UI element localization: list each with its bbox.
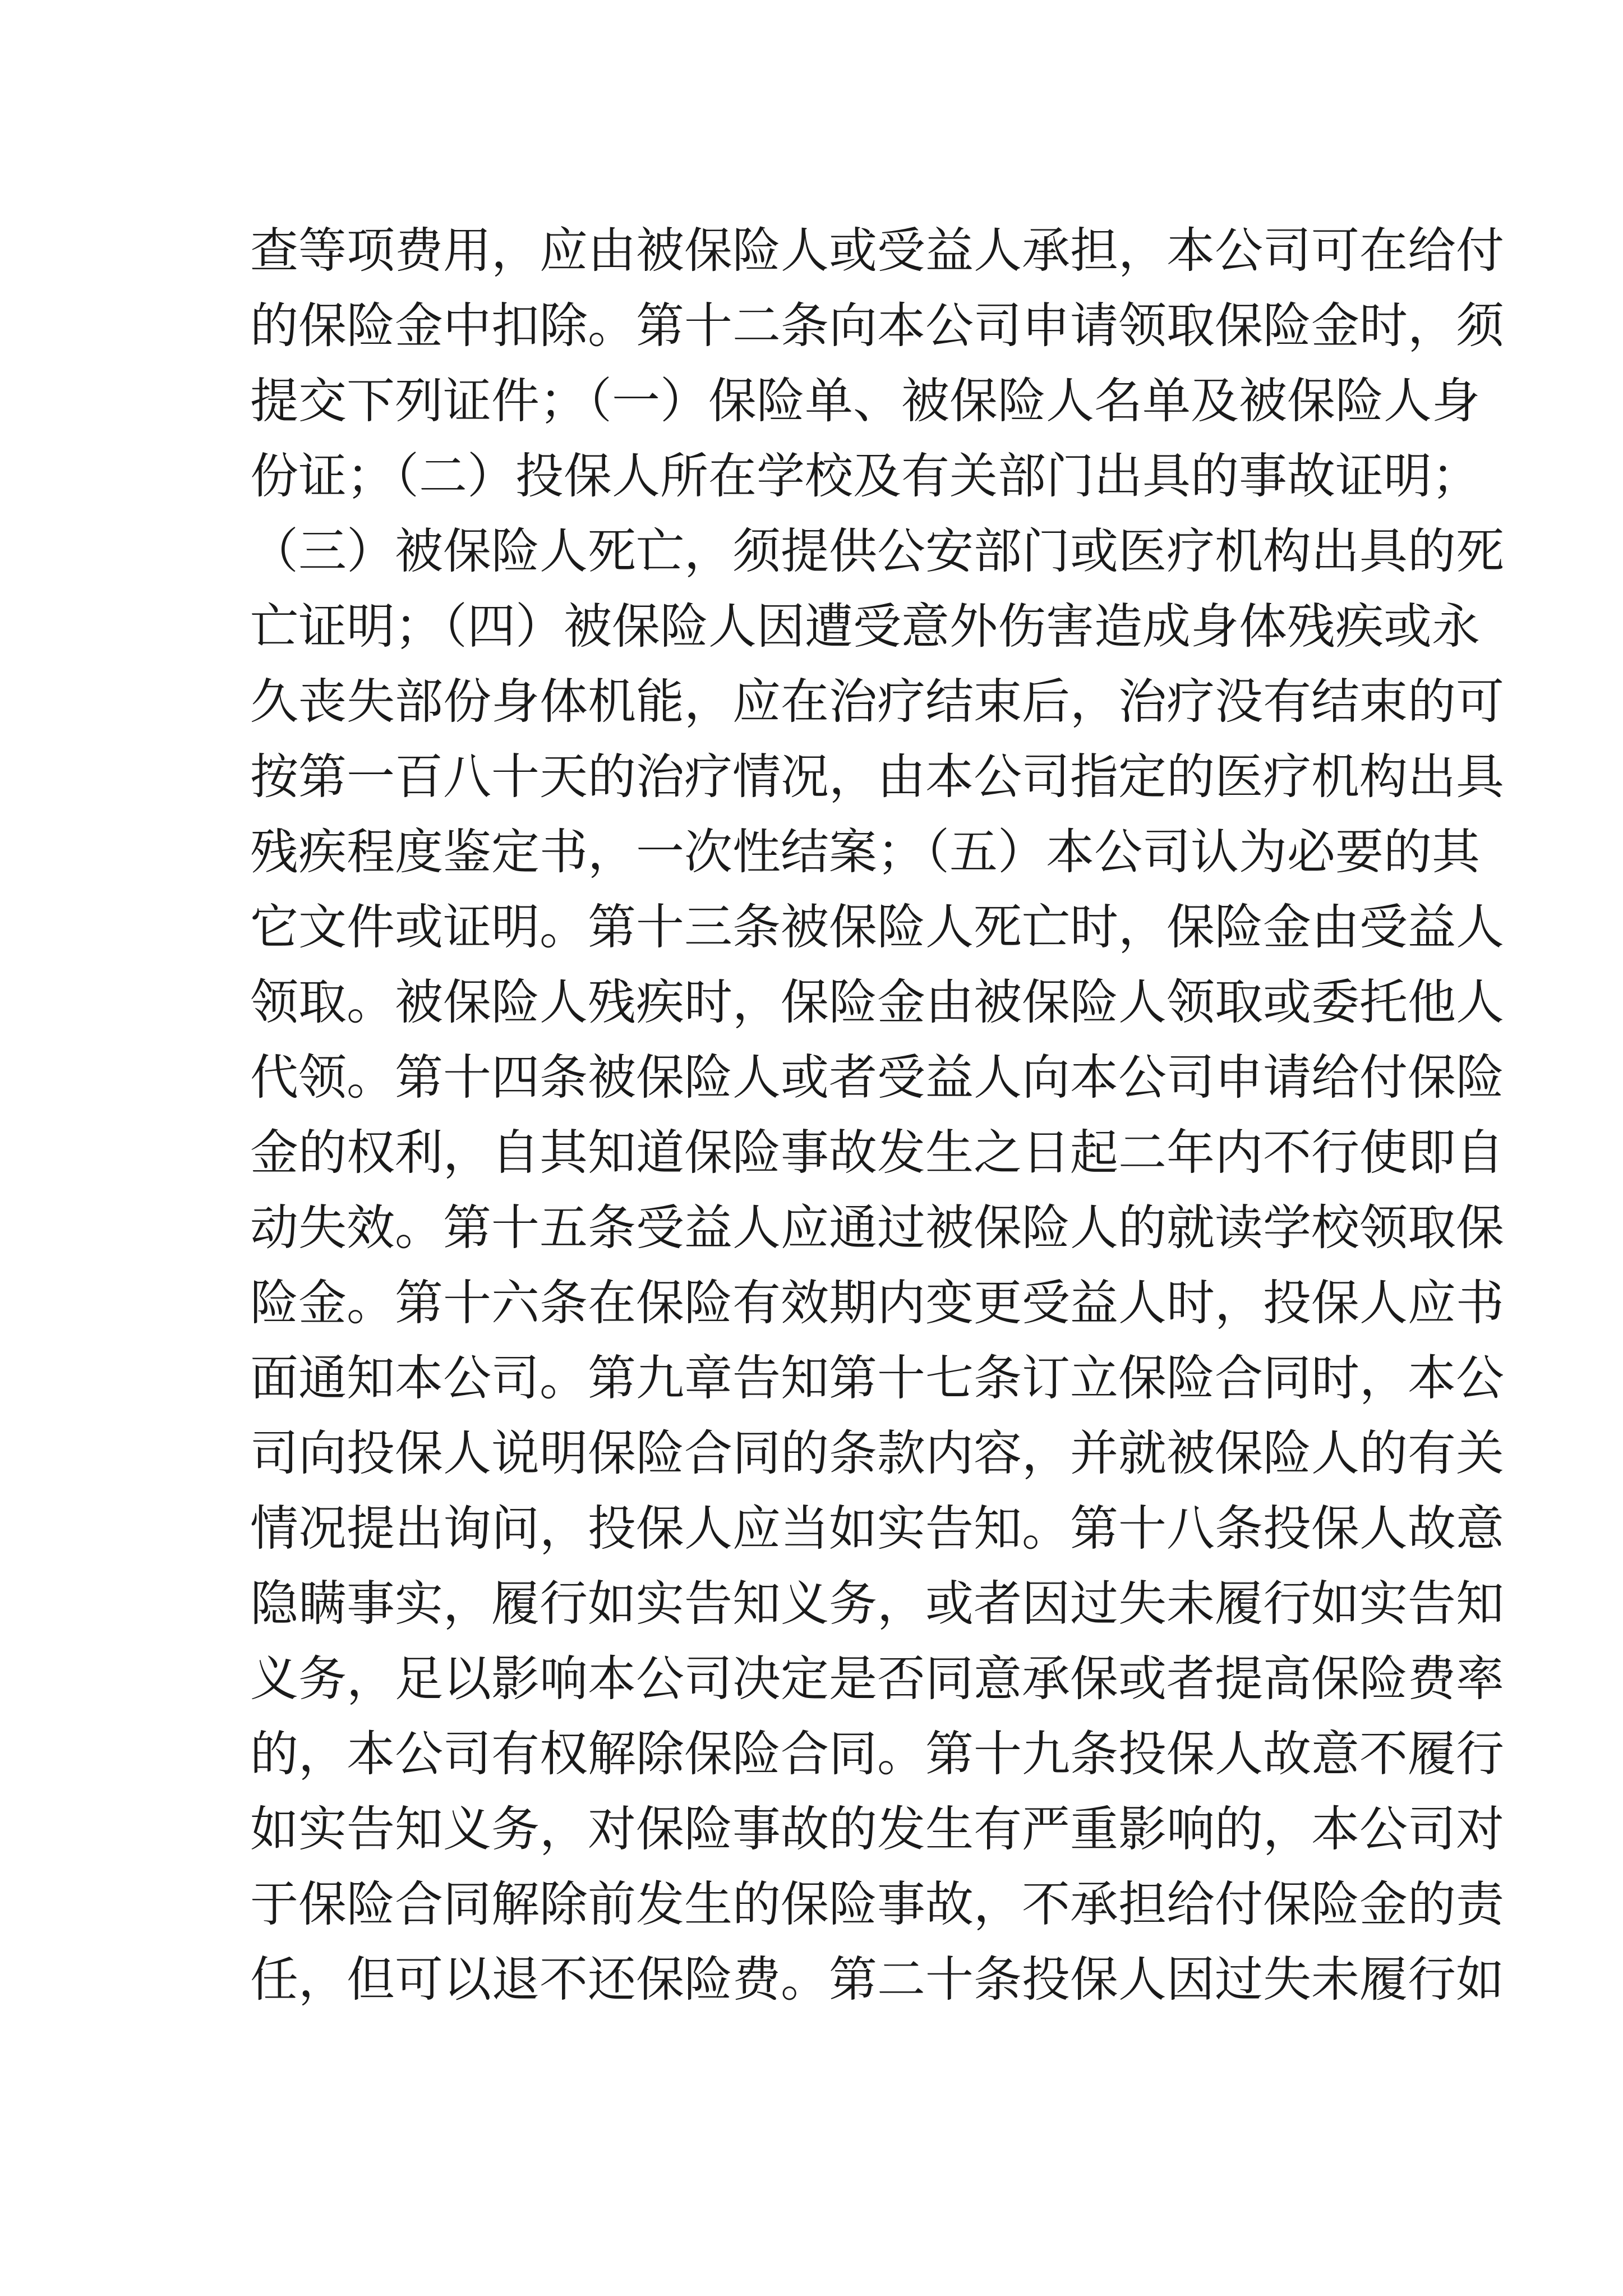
text-line: 领取。被保险人残疾时，保险金由被保险人领取或委托他人: [250, 974, 1504, 1030]
text-line: 亡证明；（四）被保险人因遭受意外伤害造成身体残疾或永: [250, 599, 1480, 655]
text-line: 情况提出询问，投保人应当如实告知。第十八条投保人故意: [250, 1501, 1504, 1557]
text-line: 面通知本公司。第九章告知第十七条订立保险合同时，本公: [250, 1350, 1504, 1406]
text-line: 险金。第十六条在保险有效期内变更受益人时，投保人应书: [250, 1275, 1504, 1331]
text-line: 任，但可以退不还保险费。第二十条投保人因过失未履行如: [250, 1952, 1504, 2008]
text-line: 份证；（二）投保人所在学校及有关部门出具的事故证明；: [250, 448, 1480, 504]
text-line: 于保险合同解除前发生的保险事故，不承担给付保险金的责: [250, 1876, 1504, 1932]
body-text: [250, 213, 1504, 2017]
text-line: 提交下列证件；（一）保险单、被保险人名单及被保险人身: [250, 373, 1480, 429]
text-line: 久丧失部份身体机能，应在治疗结束后，治疗没有结束的可: [250, 674, 1504, 730]
text-line: （三）被保险人死亡，须提供公安部门或医疗机构出具的死: [250, 523, 1504, 579]
text-line: 的保险金中扣除。第十二条向本公司申请领取保险金时，须: [250, 298, 1504, 354]
text-line: 司向投保人说明保险合同的条款内容，并就被保险人的有关: [250, 1425, 1504, 1481]
text-line: 义务，足以影响本公司决定是否同意承保或者提高保险费率: [250, 1651, 1504, 1707]
text-line: 动失效。第十五条受益人应通过被保险人的就读学校领取保: [250, 1200, 1504, 1256]
text-line: 如实告知义务，对保险事故的发生有严重影响的，本公司对: [250, 1801, 1504, 1857]
text-line: 残疾程度鉴定书，一次性结案；（五）本公司认为必要的其: [250, 824, 1480, 880]
text-line: 的，本公司有权解除保险合同。第十九条投保人故意不履行: [250, 1726, 1504, 1782]
text-line: 代领。第十四条被保险人或者受益人向本公司申请给付保险: [250, 1050, 1504, 1106]
text-line: 按第一百八十天的治疗情况，由本公司指定的医疗机构出具: [250, 749, 1504, 805]
text-line: 查等项费用，应由被保险人或受益人承担，本公司可在给付: [250, 223, 1504, 279]
text-line: 隐瞒事实，履行如实告知义务，或者因过失未履行如实告知: [250, 1576, 1504, 1632]
text-line: 金的权利，自其知道保险事故发生之日起二年内不行使即自: [250, 1125, 1504, 1181]
text-line: 它文件或证明。第十三条被保险人死亡时，保险金由受益人: [250, 899, 1504, 955]
